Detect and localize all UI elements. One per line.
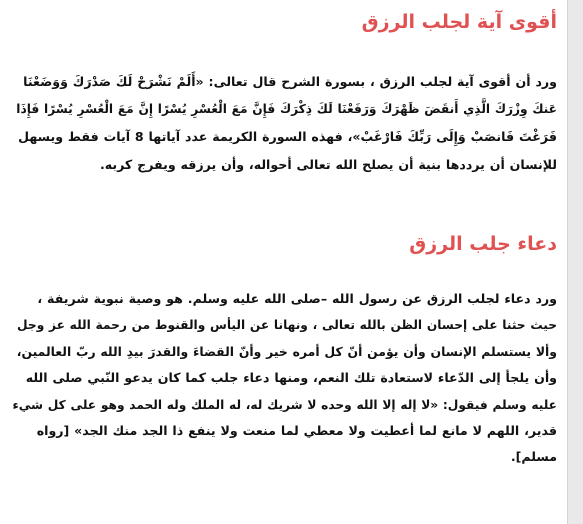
- paragraph-line: مسلم].: [510, 449, 557, 465]
- paragraph-line: ورد أن أقوى آية لجلب الرزق ، بسورة الشرح قال تعالى: «أَلَمْ نَشْرَحْ لَكَ صَدْرَكَ وَوَضَعْنَا: [23, 74, 557, 89]
- paragraph-line: للإنسان أن يرددها بنية أن يصلح الله تعالى أحواله، وأن يرزقه ويفرج كربه.: [99, 156, 557, 172]
- paragraph-line: عليه وسلم فيقول: «لا إله إلا الله وحده لا شريك له، له الملك وله الحمد وهو على كل شيء: [12, 397, 557, 412]
- paragraph-line: عَنكَ وِزْرَكَ الَّذِي أَنقَضَ ظَهْرَكَ وَرَفَعْنَا لَكَ ذِكْرَكَ فَإِنَّ مَعَ الْعُسْرِ يُسْرًا إِنَّ مَعَ الْعُسْرِ يُسْرًا فَإِذَا: [16, 101, 557, 116]
- paragraph-line: قدير، اللهم لا مانع لما أعطيت ولا معطي لما منعت ولا ينفع ذا الجد منك الجد» [رواه: [36, 423, 557, 439]
- paragraph-line: ورد دعاء لجلب الرزق عن رسول الله –صلى الله عليه وسلم. هو وصية نبوية شريفة ،: [37, 291, 557, 306]
- section-heading-strongest-verse: أقوى آية لجلب الرزق: [361, 11, 557, 33]
- section-heading-dua: دعاء جلب الرزق: [409, 233, 557, 255]
- paragraph-dua: [9, 286, 557, 471]
- paragraph-line: وألا يستسلم الإنسان وأن يؤمن أنّ كل أمره خير وأنّ القضاءَ والقدرَ بيدِ الله ربّ العالمين،: [16, 343, 557, 359]
- scrollbar-track[interactable]: [567, 0, 583, 524]
- paragraph-line: حيث حثنا على إحسان الظن بالله تعالى ، ونهانا عن اليأس والقنوط من رحمة الله عز وجل: [17, 318, 557, 333]
- paragraph-line: فَرَغْتَ فَانصَبْ وَإِلَى رَبِّكَ فَارْغَبْ»، فهذه السورة الكريمة عدد آياتها 8 آيات فقط ويسهل: [18, 129, 557, 144]
- paragraph-line: وأن يلجأ إلى الدّعاء لاستعادة تلك النعم، ومنها دعاء جلب كما كان يدعو النّبي صلى الله: [25, 370, 557, 386]
- paragraph-strongest-verse: [9, 68, 557, 178]
